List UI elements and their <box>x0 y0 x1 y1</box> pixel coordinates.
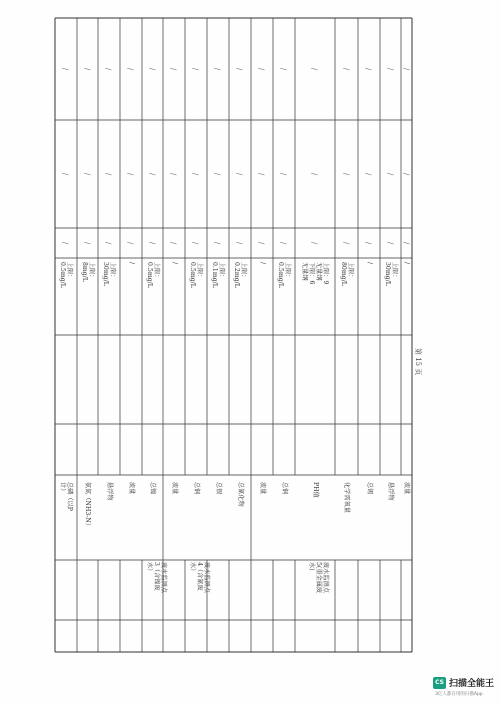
parameter-name: 悬浮物 <box>105 482 113 501</box>
empty-cell-slash: / <box>213 67 222 71</box>
limit-value: 上限： 30mg/L <box>383 262 398 286</box>
empty-cell-slash: / <box>310 67 319 71</box>
parameter-name: 流量 <box>127 482 135 495</box>
empty-cell-slash: / <box>169 67 178 71</box>
limit-value: 上限： 8mg/L <box>80 262 95 282</box>
empty-cell-slash: / <box>257 67 266 71</box>
empty-cell-slash: / <box>213 241 222 245</box>
monitoring-point: 废水监测点 3（含镍废 水） <box>145 562 167 593</box>
parameter-name: 流量 <box>170 482 178 495</box>
empty-cell-slash: / <box>310 172 319 176</box>
empty-cell-slash: / <box>82 172 91 176</box>
empty-cell-slash: / <box>191 67 200 71</box>
monitoring-point: 废水监测点 4（含氰废 水） <box>189 562 210 593</box>
limit-value: / <box>403 262 410 265</box>
empty-cell-slash: / <box>385 172 394 176</box>
monitoring-point: 废水监测点 5(重金属废 水) <box>308 562 329 594</box>
empty-cell-slash: / <box>235 172 244 176</box>
empty-cell-slash: / <box>147 241 156 245</box>
empty-cell-slash: / <box>401 172 410 176</box>
parameter-name: 总氰化物 <box>236 482 244 507</box>
empty-cell-slash: / <box>257 241 266 245</box>
limit-value: 上限： 0.5mg/L <box>189 262 203 288</box>
parameter-name: 总铜 <box>280 482 288 495</box>
parameter-name: 总铜 <box>192 482 200 495</box>
empty-cell-slash: / <box>191 241 200 245</box>
empty-cell-slash: / <box>82 67 91 71</box>
empty-cell-slash: / <box>385 241 394 245</box>
empty-cell-slash: / <box>104 172 113 176</box>
empty-cell-slash: / <box>235 241 244 245</box>
limit-value: 上限： 0.5mg/L <box>277 262 291 288</box>
empty-cell-slash: / <box>401 67 410 71</box>
parameter-name: 总磷（以P 计） <box>59 482 73 511</box>
empty-cell-slash: / <box>235 67 244 71</box>
empty-cell-slash: / <box>126 241 135 245</box>
empty-cell-slash: / <box>147 67 156 71</box>
empty-cell-slash: / <box>401 241 410 245</box>
limit-value: 上限： 0.5mg/L <box>59 262 73 288</box>
camscanner-logo-icon: CS <box>433 677 446 689</box>
empty-cell-slash: / <box>61 241 70 245</box>
parameter-name: 流量 <box>403 482 410 495</box>
empty-cell-slash: / <box>104 241 113 245</box>
limit-value: 上限： 0.2mg/L <box>233 262 247 288</box>
empty-cell-slash: / <box>147 172 156 176</box>
empty-cell-slash: / <box>364 241 373 245</box>
parameter-name: 流量 <box>258 482 266 495</box>
empty-cell-slash: / <box>82 241 91 245</box>
empty-cell-slash: / <box>279 67 288 71</box>
parameter-name: 化学需氧量 <box>343 482 350 513</box>
empty-cell-slash: / <box>341 67 350 71</box>
parameter-name: 总银 <box>214 482 222 495</box>
watermark-app-name: 扫描全能王 <box>449 679 495 689</box>
empty-cell-slash: / <box>169 172 178 176</box>
empty-cell-slash: / <box>364 67 373 71</box>
parameter-name: PH值 <box>311 482 319 498</box>
empty-cell-slash: / <box>126 172 135 176</box>
limit-value: 上限： 0.1mg/L <box>211 262 225 288</box>
empty-cell-slash: / <box>169 241 178 245</box>
page-number: 第 15 页 <box>414 348 422 376</box>
empty-cell-slash: / <box>385 67 394 71</box>
empty-cell-slash: / <box>341 172 350 176</box>
parameter-name: 总锡 <box>365 482 373 495</box>
parameter-name: 总镍 <box>149 482 156 495</box>
limit-value: / <box>127 262 135 265</box>
empty-cell-slash: / <box>341 241 350 245</box>
empty-cell-slash: / <box>61 172 70 176</box>
empty-cell-slash: / <box>213 172 222 176</box>
watermark-tagline: 3亿人都在用的扫描App <box>435 692 483 697</box>
limit-value: / <box>365 262 373 265</box>
limit-value: / <box>170 262 178 265</box>
camscanner-watermark <box>433 673 495 701</box>
empty-cell-slash: / <box>310 241 319 245</box>
empty-cell-slash: / <box>364 172 373 176</box>
parameter-name: 悬浮物 <box>387 482 394 501</box>
limit-value: 上限： 80mg/L <box>339 262 354 286</box>
limit-value: 上限： 0.5mg/L <box>145 262 160 288</box>
empty-cell-slash: / <box>257 172 266 176</box>
empty-cell-slash: / <box>191 172 200 176</box>
limit-value: 上限：9 无量纲 下限：6 无量纲 <box>301 262 329 285</box>
empty-cell-slash: / <box>279 241 288 245</box>
limit-value: 上限： 30mg/L <box>102 262 116 286</box>
limit-value: / <box>258 262 266 265</box>
empty-cell-slash: / <box>104 67 113 71</box>
parameter-name: 氨氮（NH3-N） <box>84 482 91 530</box>
empty-cell-slash: / <box>126 67 135 71</box>
empty-cell-slash: / <box>279 172 288 176</box>
empty-cell-slash: / <box>61 67 70 71</box>
